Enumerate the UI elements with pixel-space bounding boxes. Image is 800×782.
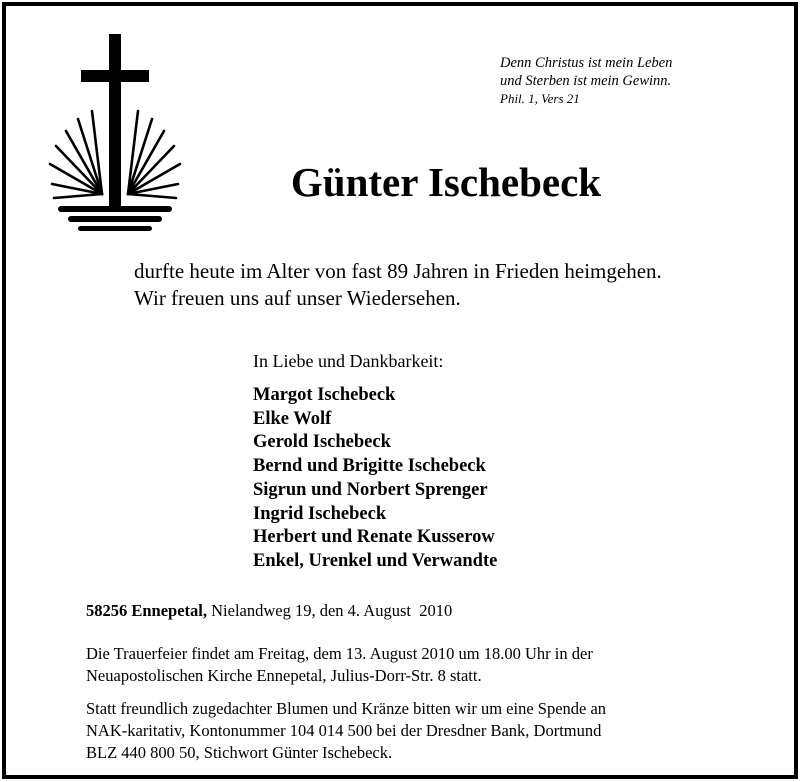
family-list <box>253 384 497 574</box>
donation-line-2: NAK-karitativ, Kontonummer 104 014 500 bei der Dresdner Bank, Dortmund <box>86 721 602 740</box>
family-member: Elke Wolf <box>253 408 332 429</box>
dedication: In Liebe und Dankbarkeit: <box>253 351 444 371</box>
family-member: Herbert und Renate Kusserow <box>253 527 495 548</box>
bible-verse <box>500 54 780 107</box>
obituary-notice <box>2 2 798 779</box>
intro-line-1: durfte heute im Alter von fast 89 Jahren in Frieden heimgehen. <box>134 259 662 283</box>
donation-line-3: BLZ 440 800 50, Stichwort Günter Ischebeck. <box>86 743 393 762</box>
place-and-date <box>86 600 452 622</box>
verse-line-2: und Sterben ist mein Gewinn. <box>500 73 672 89</box>
funeral-line-2: Neuapostolischen Kirche Ennepetal, Julius-Dorr-Str. 8 statt. <box>86 666 482 685</box>
city: 58256 Ennepetal, <box>86 601 208 620</box>
verse-reference: Phil. 1, Vers 21 <box>500 91 580 106</box>
family-member: Enkel, Urenkel und Verwandte <box>253 550 498 571</box>
family-member: Margot Ischebeck <box>253 385 396 405</box>
intro-line-2: Wir freuen uns auf unser Wiedersehen. <box>134 286 461 310</box>
address-date: Nielandweg 19, den 4. August 2010 <box>211 601 453 620</box>
family-member: Bernd und Brigitte Ischebeck <box>253 456 486 477</box>
family-member: Gerold Ischebeck <box>253 432 391 453</box>
funeral-line-1: Die Trauerfeier findet am Freitag, dem 13. August 2010 um 18.00 Uhr in der <box>86 644 593 663</box>
verse-line-1: Denn Christus ist mein Leben <box>500 55 673 71</box>
donation-line-1: Statt freundlich zugedachter Blumen und Kränze bitten wir um eine Spende an <box>86 699 607 718</box>
family-member: Sigrun und Norbert Sprenger <box>253 479 488 500</box>
deceased-name: Günter Ischebeck <box>290 159 602 205</box>
intro-text <box>134 258 662 312</box>
funeral-info <box>86 643 593 687</box>
family-member: Ingrid Ischebeck <box>253 503 387 524</box>
donation-info <box>86 698 606 764</box>
cross-with-rays-icon <box>42 32 192 232</box>
